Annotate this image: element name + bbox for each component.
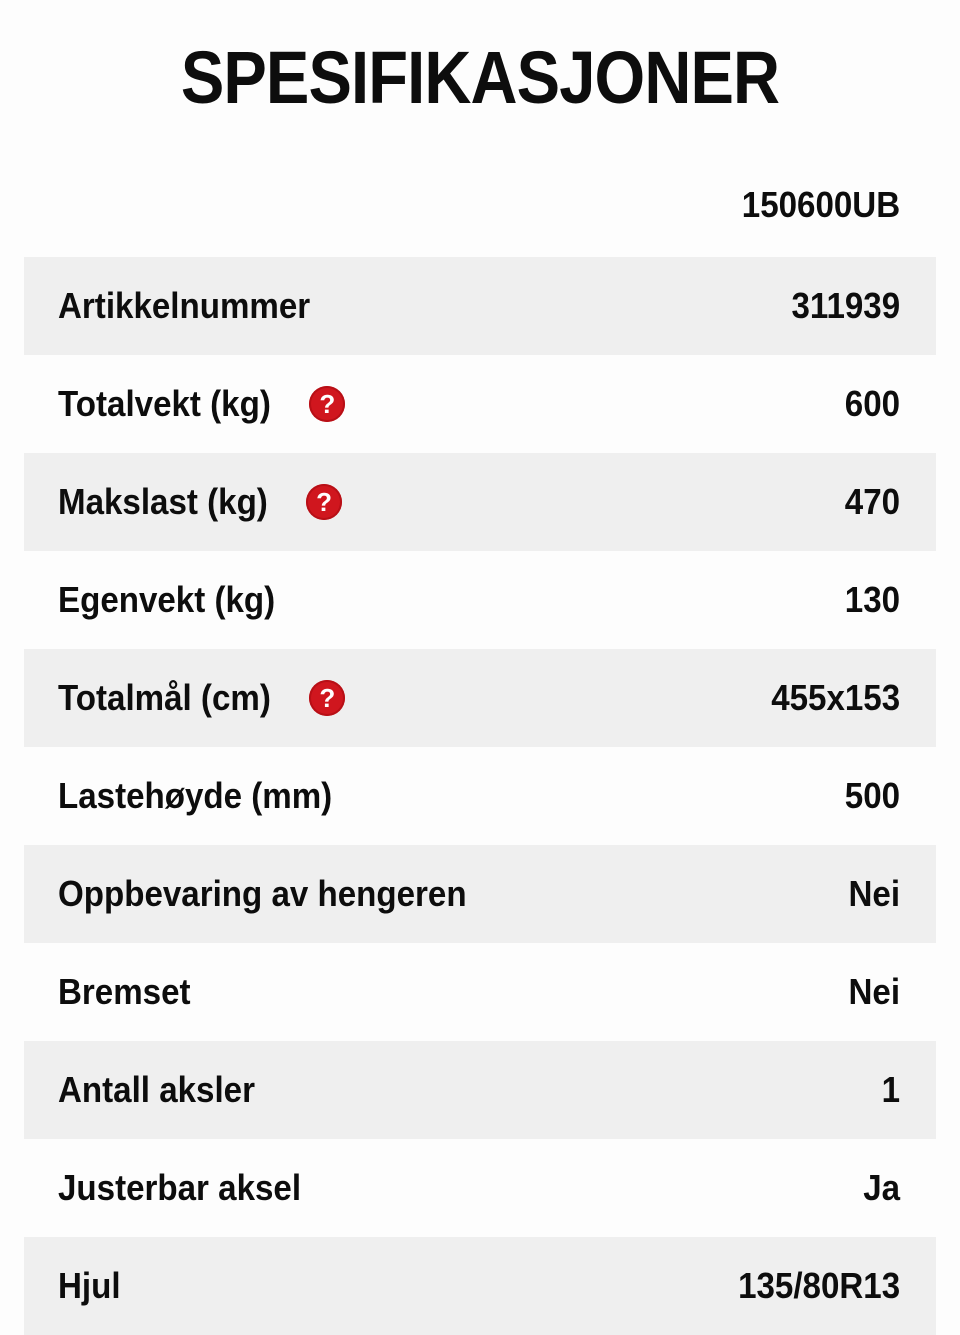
model-column-header: 150600UB	[741, 184, 900, 225]
spec-label-wrap	[58, 1166, 322, 1210]
spec-label-wrap	[58, 774, 356, 818]
spec-value: 455x153	[771, 677, 900, 718]
spec-label-wrap	[58, 676, 345, 720]
spec-label-wrap	[58, 872, 502, 916]
spec-label: Totalmål (cm)	[58, 677, 271, 718]
spec-label-wrap	[58, 970, 202, 1014]
spec-row-totalvekt	[24, 355, 936, 453]
spec-value: 600	[844, 383, 900, 424]
spec-label: Bremset	[58, 971, 191, 1012]
spec-label: Lastehøyde (mm)	[58, 775, 333, 816]
spec-label-wrap	[58, 480, 342, 524]
spec-value: 311939	[791, 285, 900, 326]
spec-value: 1	[881, 1069, 900, 1110]
spec-row-hjul	[24, 1237, 936, 1335]
spec-row-egenvekt	[24, 551, 936, 649]
question-mark-circle-icon[interactable]: ?	[309, 680, 345, 716]
spec-label-wrap	[58, 382, 345, 426]
spec-row-totalmal	[24, 649, 936, 747]
spec-label: Hjul	[58, 1265, 121, 1306]
spec-label: Makslast (kg)	[58, 481, 268, 522]
spec-value: Ja	[863, 1167, 900, 1208]
spec-value: 500	[844, 775, 900, 816]
spec-label-wrap	[58, 1068, 272, 1112]
spec-label: Egenvekt (kg)	[58, 579, 276, 620]
spec-label: Artikkelnummer	[58, 285, 311, 326]
spec-row-bremset	[24, 943, 936, 1041]
spec-row-justerbar-aksel	[24, 1139, 936, 1237]
spec-value: Nei	[848, 971, 900, 1012]
spec-label-wrap	[58, 578, 294, 622]
spec-label: Antall aksler	[58, 1069, 255, 1110]
question-mark-circle-icon[interactable]: ?	[306, 484, 342, 520]
spec-label-wrap	[58, 284, 332, 328]
spec-row-oppbevaring	[24, 845, 936, 943]
spec-value: 130	[844, 579, 900, 620]
spec-row-antall-aksler	[24, 1041, 936, 1139]
page-title: SPESIFIKASJONER	[180, 36, 780, 119]
spec-table	[24, 257, 936, 1335]
spec-value: Nei	[848, 873, 900, 914]
spec-row-artikkelnummer	[24, 257, 936, 355]
spec-row-lastehoyde	[24, 747, 936, 845]
spec-label: Oppbevaring av hengeren	[58, 873, 467, 914]
spec-label-wrap	[58, 1264, 126, 1308]
spec-label: Justerbar aksel	[58, 1167, 302, 1208]
question-mark-circle-icon[interactable]: ?	[309, 386, 345, 422]
spec-row-makslast	[24, 453, 936, 551]
spec-value: 135/80R13	[737, 1265, 900, 1306]
spec-label: Totalvekt (kg)	[58, 383, 271, 424]
spec-value: 470	[844, 481, 900, 522]
